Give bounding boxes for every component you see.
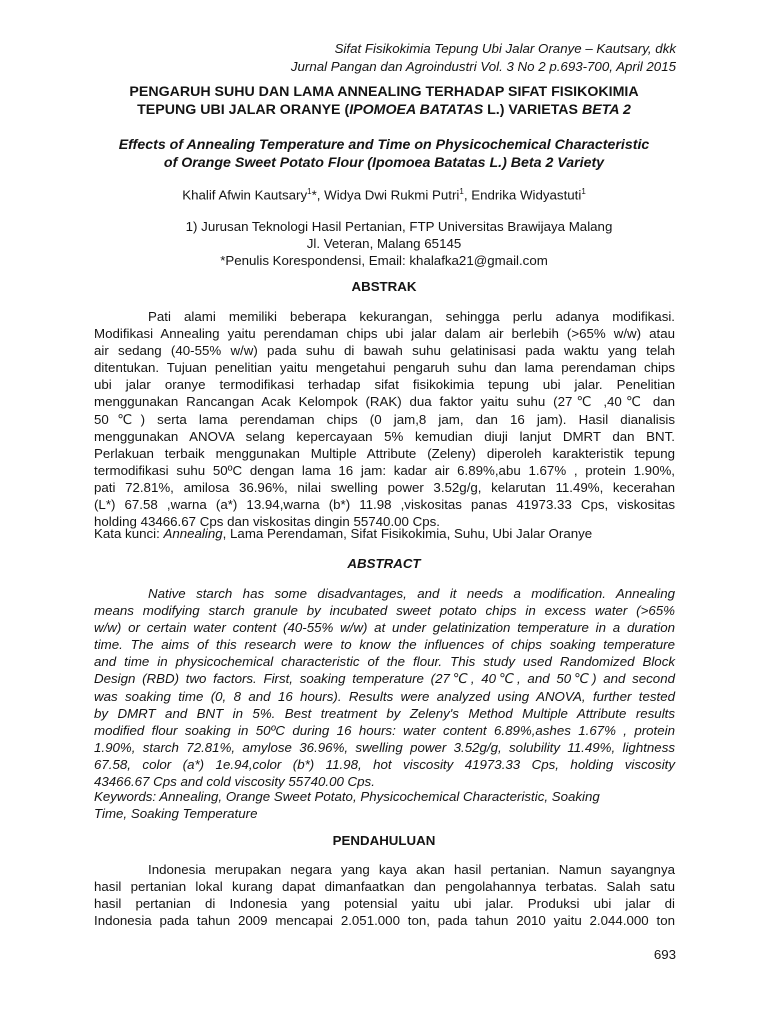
pendahuluan-heading: PENDAHULUAN [332,833,436,848]
title-part: L.) VARIETAS [483,101,582,118]
paper-title-line1: PENGARUH SUHU DAN LAMA ANNEALING TERHADAP SIFAT FISIKOKIMIA [129,84,639,100]
paragraph-line: Pati alami memiliki beberapa kekurangan, sehingga perlu adanya modifikasi. [148,309,675,324]
affiliation [80,218,688,269]
keywords [94,788,684,822]
paper-title-english [80,136,688,172]
paragraph-line: means modifying starch granule by incubated sweet potato chips in excess water (>65% [94,603,675,619]
abstrak-heading: ABSTRAK [351,279,417,294]
paper-title-line2 [80,102,688,120]
paragraph-line: by DMRT and BNT in 5%. Best treatment by Zeleny's Method Multiple Attribute results [94,705,675,721]
author-affil-mark: 1 [459,187,464,196]
paragraph-line: 67.58, color (a*) 1e.94,color (b*) 11.98, hot viscosity 41973.33 Cps, holding viscosity [94,756,675,772]
paragraph-line: Native starch has some disadvantages, and it needs a modification. Annealing [148,586,675,601]
abstract-heading: ABSTRACT [347,556,421,571]
author-separator: *, [311,187,325,203]
author-affil-mark: 1 [581,187,586,196]
author-affil-mark: 1 [307,187,312,196]
paragraph-line: hasil pertanian lokal kurang dapat dimanfaatkan dan pengolahannya terbatas. Salah satu [94,879,675,895]
paragraph-line: Design (RBD) two factors. First, soaking temperature (27℃, 40℃, and 50℃) and second [94,671,675,687]
author-list [80,183,688,204]
page-number: 693 [653,947,676,962]
abstract-paragraph [94,585,675,790]
author-name: Endrika Widyastuti [471,187,582,203]
paragraph-line: termodifikasi suhu 50ºC dengan lama 16 jam: kadar air 6.89%,abu 1.67% , protein 1.90%, [94,462,675,478]
affiliation-line: 1) Jurusan Teknologi Hasil Pertanian, FTP Universitas Brawijaya Malang [185,219,613,234]
keywords-line: Time, Soaking Temperature [94,806,258,821]
author-separator: , [463,187,472,203]
kata-kunci [94,525,684,542]
running-header-line2: Jurnal Pangan dan Agroindustri Vol. 3 No 2 p.693-700, April 2015 [290,59,676,74]
paragraph-line: w/w) or certain water content (40-55% w/w) at under gelatinization temperature in a duration [94,620,675,636]
author-name: Widya Dwi Rukmi Putri [324,187,460,203]
abstrak-paragraph [94,308,675,530]
paragraph-line: was soaking time (0, 8 and 16 hours). Results were analyzed using ANOVA, further tested [94,688,675,704]
title-part: TEPUNG UBI JALAR ORANYE ( [137,101,350,118]
paragraph-line: and time in physicochemical characteristic of the flour. This study used Randomized Block [94,654,675,670]
kata-kunci-label: Kata kunci: [94,526,164,541]
paper-title [80,84,688,119]
pendahuluan-paragraph [94,861,675,929]
paragraph-line: menggunakan Rancangan Acak Kelompok (RAK) dua faktor yaitu suhu (27℃ ,40℃ dan [94,394,675,410]
running-header [291,40,676,76]
paragraph-line: 50℃) serta lama perendaman chips (0 jam,8 jam, dan 16 jam). Hasil dianalisis [94,411,675,427]
kata-kunci-terms: , Lama Perendaman, Sifat Fisikokimia, Suhu, Ubi Jalar Oranye [222,526,593,541]
paper-title-english-line2: of Orange Sweet Potato Flour (Ipomoea Batatas L.) Beta 2 Variety [163,155,605,171]
affiliation-line: Jl. Veteran, Malang 65145 [306,236,462,251]
paragraph-line: Perlakuan terbaik menggunakan Multiple Attribute (Zeleny) diperoleh karakteristik tepung [94,445,675,461]
paragraph-line: menggunakan ANOVA selang kepercayaan 5% kemudian diuji lanjut DMRT dan BNT. [94,428,675,444]
paragraph-line: 1.90%, starch 72.81%, amylose 36.96%, swelling power 3.52g/g, solubility 11.49%, lightness [94,739,675,755]
corresponding-email: *Penulis Korespondensi, Email: khalafka21@gmail.com [220,253,548,268]
running-header-line1: Sifat Fisikokimia Tepung Ubi Jalar Oranye – Kautsary, dkk [334,41,676,56]
paragraph-line: modified flour soaking in 50ºC during 16 hours: water content 6.89%,ashes 1.67% , protein [94,722,675,738]
paragraph-line: pati 72.81%, amilosa 36.96%, nilai swelling power 3.52g/g, kelarutan 11.49%, kecerahan [94,479,675,495]
keywords-line: Keywords: Annealing, Orange Sweet Potato, Physicochemical Characteristic, Soaking [94,789,600,804]
paragraph-line: holding 43466.67 Cps dan viskositas dingin 55740.00 Cps. [94,514,440,530]
paragraph-line: (L*) 67.58 ,warna (a*) 13.94,warna (b*) 11.98 ,viskositas panas 41973.33 Cps, viskositas [94,497,675,513]
paragraph-line: time. The aims of this research were to know the influences of chips soaking temperature [94,637,675,653]
title-species: IPOMOEA BATATAS [349,101,484,118]
paragraph-line: Modifikasi Annealing yaitu perendaman chips ubi jalar dalam air berlebih (>65% w/w) atau [94,326,675,342]
paragraph-line: ditentukan. Tujuan penelitian yaitu mengetahui pengaruh suhu dan lama perendaman chips [94,360,675,376]
paper-title-english-line1: Effects of Annealing Temperature and Time on Physicochemical Characteristic [118,137,650,153]
author-name: Khalif Afwin Kautsary [182,187,308,203]
paragraph-line: Indonesia pada tahun 2009 mencapai 2.051.000 ton, pada tahun 2010 yaitu 2.044.000 ton [94,913,675,929]
title-variety: BETA 2 [581,101,631,118]
paragraph-line: Indonesia merupakan negara yang kaya akan hasil pertanian. Namun sayangnya [148,862,675,877]
paragraph-line: hasil pertanian di Indonesia yang potensial yaitu ubi jalar. Produksi ubi jalar di [94,896,675,912]
paragraph-line: air sedang (40-55% w/w) pada suhu di bawah suhu gelatinisasi pada waktu yang telah [94,343,675,359]
paragraph-line: ubi jalar oranye termodifikasi terhadap sifat fisikokimia tepung ubi jalar. Penelitian [94,377,675,393]
paragraph-line: 43466.67 Cps and cold viscosity 55740.00 Cps. [94,774,375,790]
kata-kunci-term: Annealing [163,526,223,541]
